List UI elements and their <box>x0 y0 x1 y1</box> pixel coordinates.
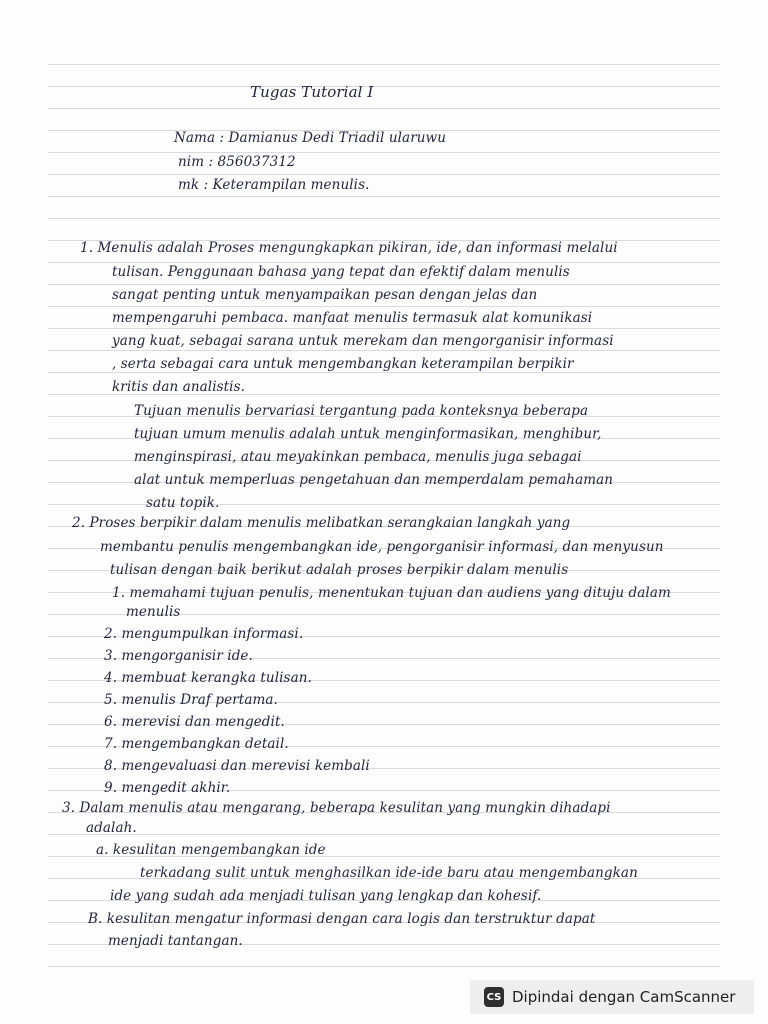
text-line: Tujuan menulis bervariasi tergantung pada konteksnya beberapa <box>134 403 589 419</box>
ruled-line <box>48 966 720 967</box>
ruled-line <box>48 152 720 153</box>
text-line: satu topik. <box>146 495 220 511</box>
text-line: 2. Proses berpikir dalam menulis melibatkan serangkaian langkah yang <box>72 515 571 531</box>
text-line: 9. mengedit akhir. <box>104 780 231 796</box>
text-line: 2. mengumpulkan informasi. <box>104 626 304 642</box>
text-line: yang kuat, sebagai sarana untuk merekam dan mengorganisir informasi <box>112 333 614 349</box>
ruled-line <box>48 328 720 329</box>
ruled-line <box>48 108 720 109</box>
text-line: a. kesulitan mengembangkan ide <box>96 842 326 858</box>
text-line: tujuan umum menulis adalah untuk menginformasikan, menghibur, <box>134 426 602 442</box>
text-line: 7. mengembangkan detail. <box>104 736 289 752</box>
text-line: 3. Dalam menulis atau mengarang, beberapa kesulitan yang mungkin dihadapi <box>62 800 611 816</box>
text-line: , serta sebagai cara untuk mengembangkan keterampilan berpikir <box>112 356 574 372</box>
text-line: mempengaruhi pembaca. manfaat menulis termasuk alat komunikasi <box>112 310 593 326</box>
header-nama: Nama : Damianus Dedi Triadil ularuwu <box>174 130 447 146</box>
text-line: 8. mengevaluasi dan merevisi kembali <box>104 758 370 774</box>
text-line: B. kesulitan mengatur informasi dengan cara logis dan terstruktur dapat <box>88 911 596 927</box>
text-line: 1. Menulis adalah Proses mengungkapkan pikiran, ide, dan informasi melalui <box>80 240 618 256</box>
ruled-line <box>48 86 720 87</box>
camscanner-label: Dipindai dengan CamScanner <box>512 988 736 1006</box>
ruled-line <box>48 306 720 307</box>
ruled-line <box>48 174 720 175</box>
ruled-line <box>48 372 720 373</box>
text-line: kritis dan analistis. <box>112 379 246 395</box>
ruled-line <box>48 350 720 351</box>
text-line: 1. memahami tujuan penulis, menentukan tujuan dan audiens yang dituju dalam <box>112 585 671 601</box>
ruled-line <box>48 218 720 219</box>
text-line: 6. merevisi dan mengedit. <box>104 714 285 730</box>
header-nim: nim : 856037312 <box>178 154 296 170</box>
header-mk: mk : Keterampilan menulis. <box>178 177 370 193</box>
text-line: menulis <box>126 604 181 620</box>
ruled-line <box>48 262 720 263</box>
text-line: alat untuk memperluas pengetahuan dan memperdalam pemahaman <box>134 472 614 488</box>
text-line: menginspirasi, atau meyakinkan pembaca, menulis juga sebagai <box>134 449 582 465</box>
text-line: ide yang sudah ada menjadi tulisan yang lengkap dan kohesif. <box>110 888 542 904</box>
text-line: sangat penting untuk menyampaikan pesan dengan jelas dan <box>112 287 538 303</box>
text-line: tulisan dengan baik berikut adalah proses berpikir dalam menulis <box>110 562 569 578</box>
ruled-line <box>48 284 720 285</box>
camscanner-badge <box>470 980 754 1014</box>
text-line: 4. membuat kerangka tulisan. <box>104 670 312 686</box>
text-line: menjadi tantangan. <box>108 933 243 949</box>
text-line: tulisan. Penggunaan bahasa yang tepat dan efektif dalam menulis <box>112 264 570 280</box>
ruled-line <box>48 64 720 65</box>
text-line: adalah. <box>86 820 137 836</box>
text-line: 3. mengorganisir ide. <box>104 648 253 664</box>
text-line: terkadang sulit untuk menghasilkan ide-ide baru atau mengembangkan <box>140 865 638 881</box>
text-line: membantu penulis mengembangkan ide, pengorganisir informasi, dan menyusun <box>100 539 664 555</box>
text-line: 5. menulis Draf pertama. <box>104 692 278 708</box>
camscanner-icon: CS <box>484 987 504 1007</box>
ruled-line <box>48 196 720 197</box>
page-title: Tugas Tutorial I <box>250 83 374 101</box>
ruled-line <box>48 834 720 835</box>
